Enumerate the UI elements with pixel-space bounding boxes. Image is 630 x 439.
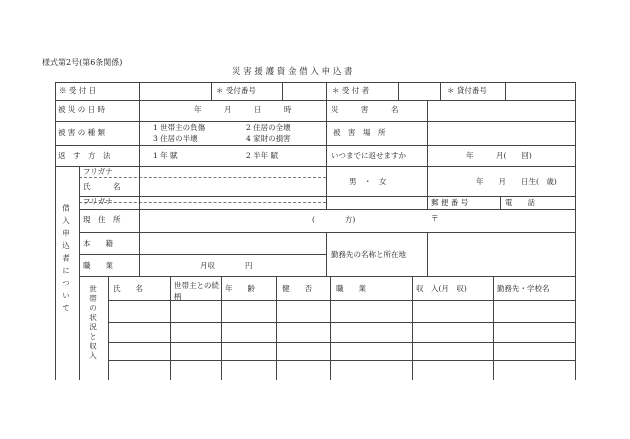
damage-option-4[interactable]: 4 家財の損害 (246, 134, 291, 143)
receiver-field[interactable] (399, 83, 439, 99)
postal-code-label: 郵 便 番 号 (431, 198, 469, 207)
name-field[interactable] (140, 167, 325, 195)
furigana-label-2: フリガナ (83, 197, 113, 206)
household-row[interactable] (109, 343, 574, 359)
address-care-of[interactable]: ( 方) (312, 215, 356, 224)
loan-number-field[interactable] (506, 83, 574, 99)
domicile-field[interactable] (140, 233, 325, 253)
household-header-health: 健 否 (282, 284, 312, 293)
receipt-date-field[interactable] (140, 83, 210, 99)
monthly-income-field[interactable]: 月収 円 (200, 261, 253, 270)
disaster-name-label: 災 害 名 (331, 105, 399, 114)
occupation-label: 職 業 (83, 261, 113, 270)
receipt-number-field[interactable] (283, 83, 325, 99)
address-field[interactable] (140, 210, 426, 231)
household-header-relation: 世帯主との続柄 (174, 281, 219, 302)
repay-date-fields[interactable]: 年 月( 回) (466, 151, 532, 160)
workplace-label: 勤務先の名称と所在地 (331, 250, 406, 259)
household-header-name: 氏 名 (113, 284, 143, 293)
birthdate-field[interactable]: 年 月 日生( 歳) (476, 177, 557, 186)
postal-mark: 〒 (431, 214, 439, 223)
repay-method-label: 返 す 方 法 (58, 151, 111, 160)
repay-option-halfyearly[interactable]: 2 半年 賦 (246, 151, 279, 160)
repay-option-yearly[interactable]: 1 年 賦 (153, 151, 178, 160)
damage-option-1[interactable]: 1 世帯主の負傷 (153, 123, 206, 132)
form-title: 災 害 援 護 資 金 借 入 申 込 書 (232, 67, 353, 77)
damage-place-field[interactable] (428, 122, 574, 144)
receiver-label: ＊ 受 付 者 (332, 86, 370, 95)
domicile-label: 本 籍 (83, 239, 113, 248)
address-label: 現 住 所 (83, 215, 121, 224)
household-row[interactable] (109, 323, 574, 341)
household-header-age: 年 齢 (225, 284, 255, 293)
household-header-workplace: 勤務先・学校名 (497, 284, 550, 293)
sex-selector[interactable]: 男 ・ 女 (349, 177, 387, 186)
name-label: 氏 名 (83, 182, 121, 191)
disaster-date-label: 被 災 の 日 時 (58, 105, 106, 114)
household-header-occupation: 職 業 (336, 284, 366, 293)
household-row[interactable] (109, 301, 574, 321)
damage-place-label: 被 害 場 所 (333, 128, 386, 137)
receipt-date-label: ※ 受 付 日 (59, 86, 97, 95)
damage-type-label: 被 害 の 種 類 (58, 128, 106, 137)
household-section-label: 世帯の状況と収入 (88, 285, 98, 361)
repay-question-label: いつまでに返せますか (331, 151, 406, 160)
disaster-name-field[interactable] (428, 101, 574, 120)
applicant-section-label: 借入申込者について (61, 204, 71, 317)
receipt-number-label: ＊ 受付番号 (216, 86, 256, 95)
phone-label: 電 話 (505, 198, 535, 207)
damage-option-2[interactable]: 2 住居の全壊 (246, 123, 291, 132)
household-header-income: 収 入(月 収) (416, 284, 467, 293)
workplace-field[interactable] (428, 233, 574, 275)
form-reference: 様式第2号(第6条関係) (42, 58, 123, 67)
loan-number-label: ＊ 貸付番号 (447, 86, 487, 95)
disaster-date-fields[interactable]: 年 月 日 時 (194, 105, 292, 114)
damage-option-3[interactable]: 3 住居の半壊 (153, 134, 198, 143)
household-row[interactable] (109, 361, 574, 379)
furigana-label: フリガナ (83, 167, 113, 176)
